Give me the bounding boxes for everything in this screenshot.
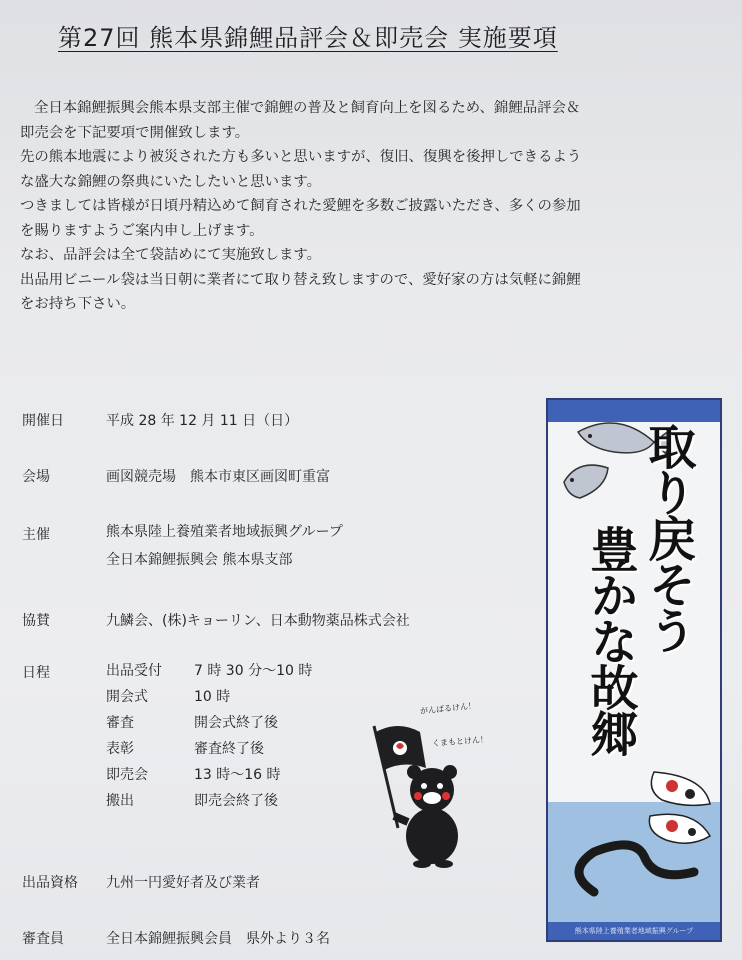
- slogan-banner: [546, 398, 722, 942]
- schedule-item-time: 即売会終了後: [194, 793, 278, 809]
- schedule-item-time: 13 時～16 時: [194, 767, 281, 783]
- schedule-item-name: 開会式: [106, 689, 148, 705]
- banner-slogan-line-2: 豊かな故郷: [582, 525, 638, 755]
- intro-line: つきましては皆様が日頃丹精込めて飼育された愛鯉を多数ご披露いただき、多くの参加: [20, 198, 581, 214]
- banner-footer: 熊本県陸上養殖業者地域振興グループ: [548, 922, 720, 940]
- schedule-item-time: 10 時: [194, 689, 231, 705]
- mascot-bear-illustration: [368, 718, 478, 868]
- intro-line: 出品用ビニール袋は当日朝に業者にて取り替え致しますので、愛好家の方は気軽に錦鯉: [20, 271, 581, 288]
- mascot-shout-2: くまもとけん！: [431, 735, 489, 748]
- mascot-shout-1: がんばるけん！: [419, 701, 477, 716]
- schedule-label: 日程: [22, 665, 50, 681]
- eligibility-label: 出品資格: [22, 875, 78, 891]
- eligibility-value: 九州一円愛好者及び業者: [106, 875, 260, 891]
- intro-line: 先の熊本地震により被災された方も多いと思いますが、復旧、復興を後押しできるよう: [20, 149, 582, 165]
- schedule-item-name: 出品受付: [106, 663, 162, 679]
- host-value: [106, 518, 343, 574]
- intro-line: 全日本錦鯉振興会熊本県支部主催で錦鯉の普及と飼育向上を図るため、錦鯉品評会＆: [34, 100, 581, 116]
- judges-value: 全日本錦鯉振興会員 県外より３名: [106, 931, 330, 947]
- host-label: 主催: [22, 527, 50, 543]
- schedule-item-name: 表彰: [106, 741, 134, 757]
- schedule-item-time: 開会式終了後: [194, 715, 278, 731]
- intro-line: な盛大な錦鯉の祭典にいたしたいと思います。: [20, 173, 322, 190]
- mascot-bear: [394, 765, 458, 868]
- schedule-item-name: 審査: [106, 715, 134, 731]
- koi-illustration: [554, 752, 714, 912]
- sponsor-value: 九鱗会、(株)キョーリン、日本動物薬品株式会社: [106, 613, 410, 629]
- schedule-item-time: 審査終了後: [194, 741, 264, 757]
- intro-line: なお、品評会は全て袋詰めにて実施致します。: [20, 247, 322, 263]
- eel-illustration: [579, 845, 694, 892]
- date-value: 平成 28 年 12 月 11 日（日）: [106, 413, 299, 429]
- host-line: 全日本錦鯉振興会 熊本県支部: [106, 552, 293, 568]
- schedule-item-time: 7 時 30 分～10 時: [194, 663, 313, 679]
- page-title: 第27回 熊本県錦鯉品評会＆即売会 実施要項: [58, 24, 558, 52]
- intro-line: を賜りますようご案内申し上げます。: [20, 222, 264, 239]
- schedule-item-name: 搬出: [106, 793, 134, 809]
- intro-line: をお持ち下さい。: [20, 296, 136, 312]
- banner-slogan-line-1: 取り戻そう: [640, 422, 696, 652]
- date-label: 開催日: [22, 413, 64, 429]
- intro-paragraph: [20, 96, 720, 317]
- koi-fish: [649, 772, 710, 843]
- schedule-item-name: 即売会: [106, 767, 148, 783]
- venue-label: 会場: [22, 469, 50, 485]
- intro-line: 即売会を下記要項で開催致します。: [20, 124, 250, 141]
- judges-label: 審査員: [22, 931, 64, 947]
- host-line: 熊本県陸上養殖業者地域振興グループ: [106, 524, 343, 540]
- venue-value: 画図競売場 熊本市東区画図町重富: [106, 469, 330, 485]
- sponsor-label: 協賛: [22, 613, 50, 629]
